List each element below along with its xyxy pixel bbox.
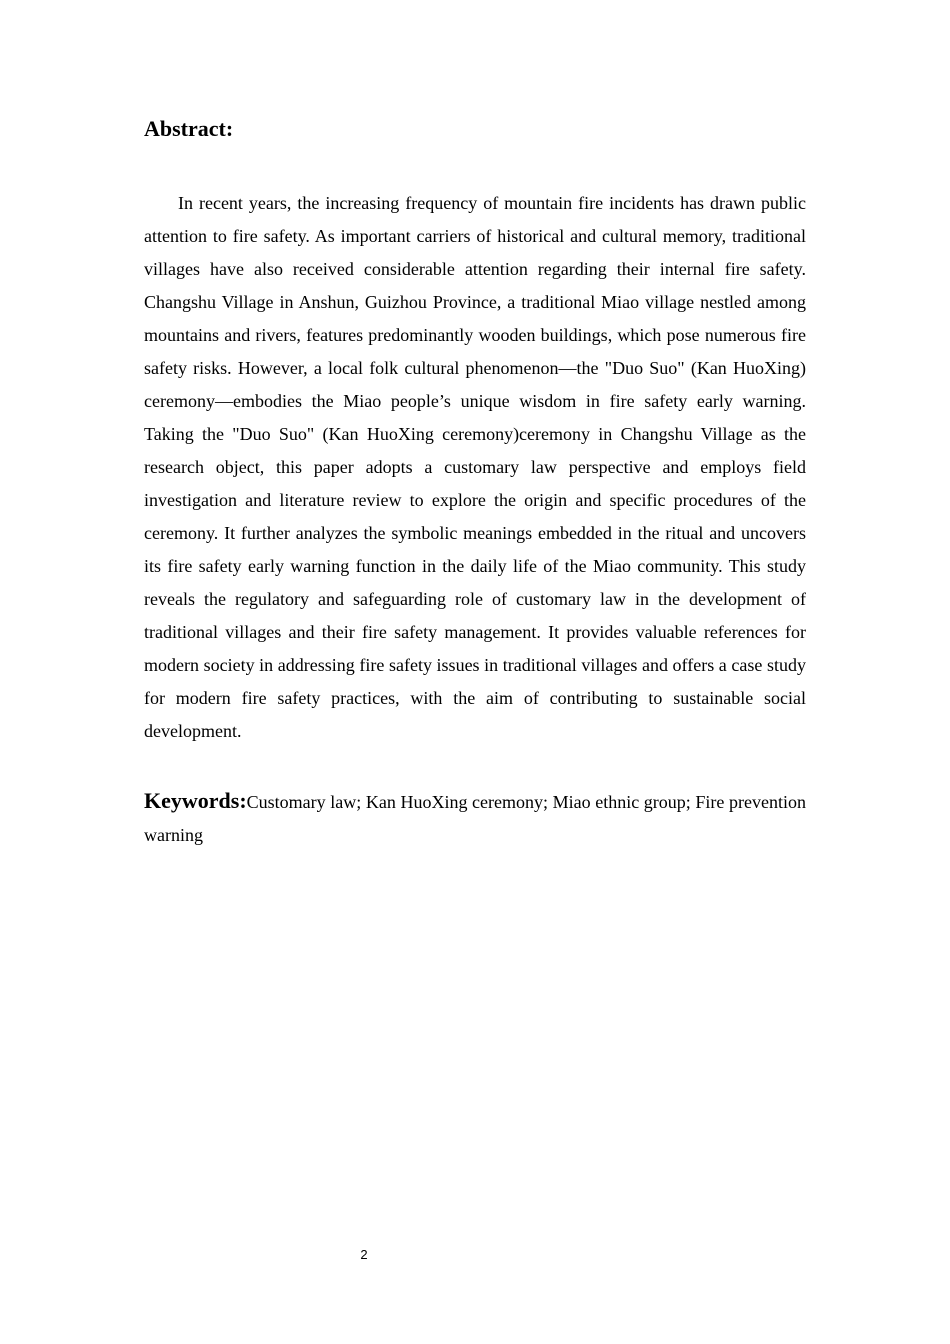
keywords-text: Customary law; Kan HuoXing ceremony; Miao ethnic group; Fire prevention warning (144, 792, 806, 845)
abstract-heading: Abstract: (144, 116, 234, 141)
keywords-paragraph (144, 784, 806, 852)
abstract-paragraph: In recent years, the increasing frequency of mountain fire incidents has drawn public attention to fire safety. As important carriers of historical and cultural memory, traditional villages have also received considerable attention regarding their internal fire safety. Changshu Village in Anshun, Guizhou Province, a traditional Miao village nestled among mountains and rivers, features predominantly wooden buildings, which pose numerous fire safety risks. However, a local folk cultural phenomenon—the "Duo Suo" (Kan HuoXing) ceremony—embodies the Miao people’s unique wisdom in fire safety early warning. Taking the "Duo Suo" (Kan HuoXing ceremony)ceremony in Changshu Village as the research object, this paper adopts a customary law perspective and employs field investigation and literature review to explore the origin and specific procedures of the ceremony. It further analyzes the symbolic meanings embedded in the ritual and uncovers its fire safety early warning function in the daily life of the Miao community. This study reveals the regulatory and safeguarding role of customary law in the development of traditional villages and their fire safety management. It provides valuable references for modern society in addressing fire safety issues in traditional villages and offers a case study for modern fire safety practices, with the aim of contributing to sustainable social development. (144, 193, 806, 741)
page-number: 2 (360, 1247, 368, 1262)
keywords-label: Keywords: (144, 788, 247, 813)
